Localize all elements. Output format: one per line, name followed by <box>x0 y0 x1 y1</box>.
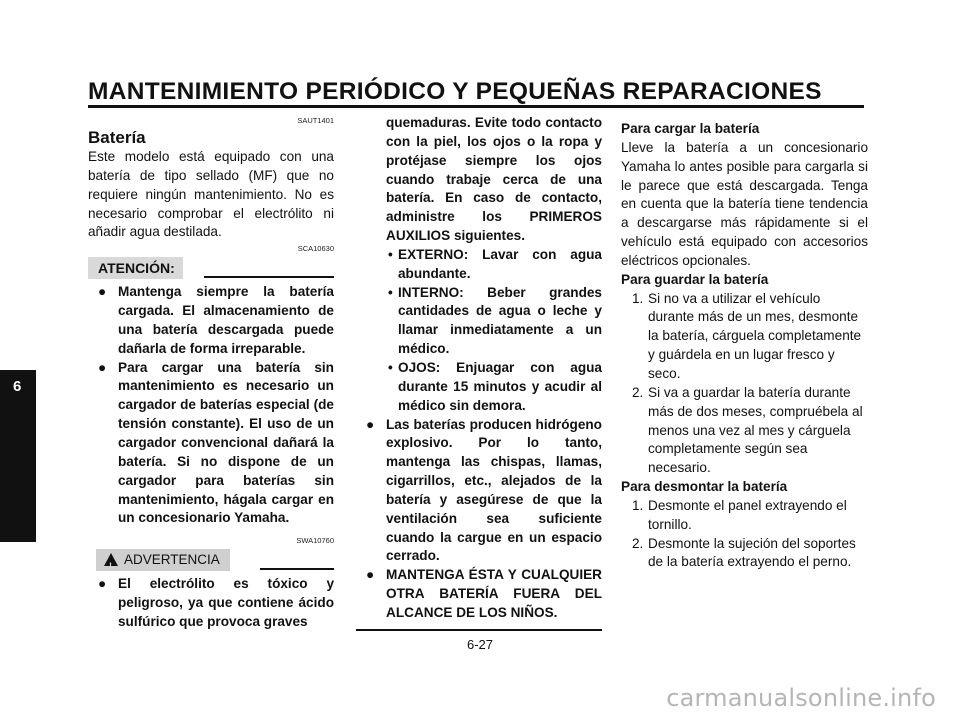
first-aid-text: EXTERNO: Lavar con agua abundante. <box>398 246 602 281</box>
notice-label: ATENCIÓN: <box>88 257 183 279</box>
warning-end-rule <box>356 629 602 631</box>
step-number: 1. <box>632 290 644 306</box>
store-step <box>621 290 868 384</box>
notice-rule <box>204 276 334 278</box>
chapter-tab <box>0 370 36 542</box>
section-code: SAUT1401 <box>297 116 334 125</box>
warning-triangle-icon <box>104 553 118 566</box>
bullet-icon: ● <box>98 284 107 300</box>
warning-item <box>356 566 602 623</box>
warning-label: ADVERTENCIA <box>124 552 220 568</box>
bullet-icon: ● <box>366 567 375 583</box>
bullet-icon: • <box>388 246 393 262</box>
notice-header <box>88 257 334 279</box>
warning-label-box <box>96 549 230 571</box>
column-2 <box>356 114 602 631</box>
notice-item <box>88 359 334 529</box>
notice-item-text: Mantenga siempre la batería cargada. El almacenamiento de una batería descargada puede dañarla de forma irreparable. <box>118 284 334 356</box>
store-heading: Para guardar la batería <box>621 271 769 287</box>
warning-header <box>88 549 334 571</box>
warning-continued: quemaduras. Evite todo contacto con la piel, los ojos o la ropa y protéjase siempre los ojos cuando trabaje cerca de una batería. En caso de contacto, administre los PRIMEROS AUXILIOS siguientes. <box>386 115 602 244</box>
remove-heading: Para desmontar la batería <box>621 479 788 495</box>
charge-heading: Para cargar la batería <box>621 121 760 136</box>
step-number: 2. <box>632 535 644 551</box>
first-aid-text: OJOS: Enjuagar con agua durante 15 minutos y acudir al médico sin demora. <box>398 359 602 413</box>
column-3 <box>621 120 868 572</box>
bullet-icon: • <box>388 284 393 300</box>
bullet-icon: ● <box>98 576 107 592</box>
step-number: 2. <box>632 384 644 400</box>
first-aid-item <box>356 284 602 359</box>
page-number: 6-27 <box>466 637 494 652</box>
header-rule <box>88 105 864 108</box>
remove-step <box>621 497 868 535</box>
warning-item-text: El electrólito es tóxico y peligroso, ya que contiene ácido sulfúrico que provoca graves <box>118 576 334 629</box>
step-text: Desmonte la sujeción del soportes de la batería extrayendo el perno. <box>648 535 856 570</box>
intro-paragraph: Este modelo está equipado con una batería de tipo sellado (MF) que no requiere ningún mantenimiento. No es necesario comprobar el electrólito ni añadir agua destilada. <box>88 149 334 240</box>
notice-code: SCA10630 <box>297 244 334 254</box>
step-text: Si va a guardar la batería durante más de dos meses, compruébela al menos una vez al mes y cárguela completamente según sea necesario. <box>648 384 863 476</box>
chapter-number: 6 <box>13 378 22 395</box>
step-number: 1. <box>632 497 644 513</box>
warning-code: SWA10760 <box>296 536 334 546</box>
store-step <box>621 384 868 478</box>
column-1 <box>88 114 334 632</box>
notice-item-text: Para cargar una batería sin mantenimiento es necesario un cargador de baterías especial (de tensión constante). El uso de un cargador convencional dañará la batería. Si no dispone de un cargador para baterías sin mantenimiento, hágala cargar en un concesionario Yamaha. <box>118 359 334 526</box>
watermark: carmanualsonline.info <box>666 684 936 712</box>
bullet-icon: ● <box>366 416 375 432</box>
warning-item <box>356 416 602 567</box>
remove-step <box>621 535 868 573</box>
bullet-icon: • <box>388 359 393 375</box>
warning-item-text: Las baterías producen hidrógeno explosivo. Por lo tanto, mantenga las chispas, llamas, cigarrillos, etc., alejados de la batería y asegúrese de que la ventilación sea suficiente cuando la cargue en un espacio cerrado. <box>386 416 602 564</box>
page-header-title: MANTENIMIENTO PERIÓDICO Y PEQUEÑAS REPARACIONES <box>88 78 822 105</box>
step-text: Desmonte el panel extrayendo el tornillo. <box>648 497 847 532</box>
section-title: Batería <box>88 128 146 147</box>
first-aid-text: INTERNO: Beber grandes cantidades de agua o leche y llamar inmediatamente a un médico. <box>398 284 602 357</box>
charge-paragraph: Lleve la batería a un concesionario Yamaha lo antes posible para cargarla si le parece que está descargada. Tenga en cuenta que la batería tiene tendencia a descargarse más rápidamente si el vehículo está equipado con accesorios eléctricos opcionales. <box>621 139 868 268</box>
notice-item <box>88 283 334 358</box>
step-text: Si no va a utilizar el vehículo durante más de un mes, desmonte la batería, cárguela completamente y guárdela en un lugar fresco y seco. <box>648 290 862 381</box>
warning-rule <box>260 568 334 570</box>
warning-item <box>88 575 334 632</box>
bullet-icon: ● <box>98 359 107 375</box>
warning-item-text: MANTENGA ÉSTA Y CUALQUIER OTRA BATERÍA FUERA DEL ALCANCE DE LOS NIÑOS. <box>386 567 602 620</box>
first-aid-item <box>356 246 602 284</box>
first-aid-item <box>356 359 602 416</box>
